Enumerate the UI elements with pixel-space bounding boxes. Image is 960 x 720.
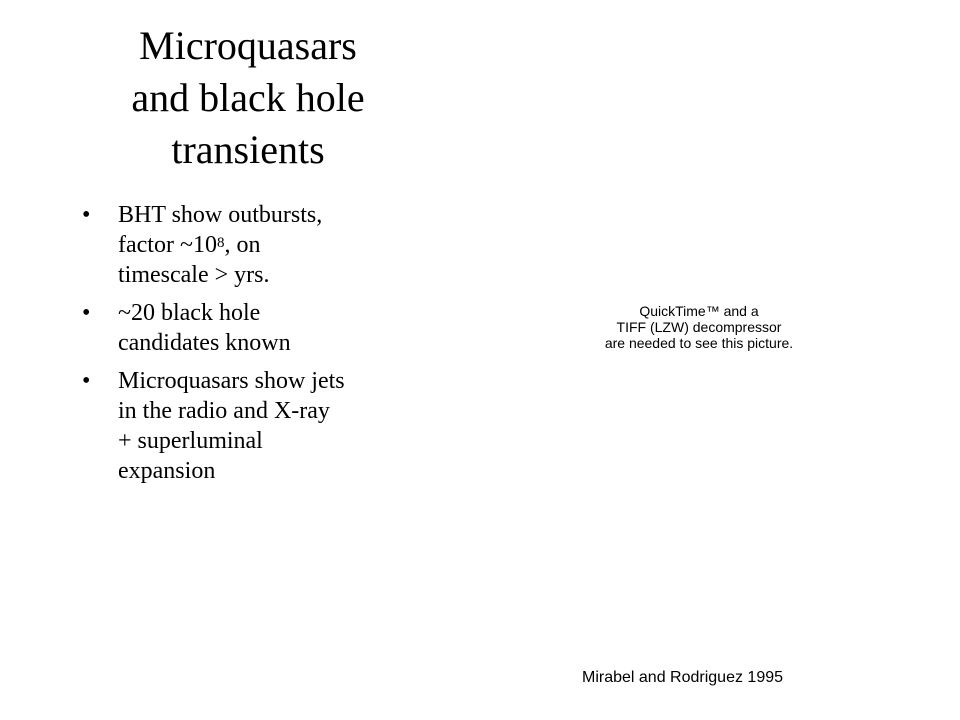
title-line-2: and black hole [131, 75, 365, 120]
bullet-line-with-exponent [118, 230, 412, 260]
bullet-icon: • [82, 368, 91, 394]
bullet-line: ~20 black hole [118, 300, 261, 326]
bullet-item-outbursts [82, 200, 412, 290]
bullet-item-microquasars [82, 366, 412, 486]
bullet-icon: • [82, 300, 91, 326]
title-line-3: transients [171, 127, 325, 172]
image-placeholder [586, 303, 812, 351]
title-line-1: Microquasars [139, 23, 357, 68]
bullet-line: candidates known [118, 330, 291, 356]
placeholder-line: TIFF (LZW) decompressor [616, 319, 782, 335]
bullet-text: factor ~10 [118, 232, 217, 258]
bullet-list [82, 200, 412, 494]
image-credit: Mirabel and Rodriguez 1995 [582, 669, 784, 686]
bullet-text: , on [224, 232, 261, 258]
slide-title [60, 20, 436, 176]
bullet-line: in the radio and X-ray [118, 398, 330, 424]
exponent: 8 [216, 235, 225, 251]
bullet-line: BHT show outbursts, [118, 202, 323, 228]
placeholder-line: QuickTime™ and a [639, 303, 759, 319]
bullet-line: + superluminal [118, 428, 263, 454]
bullet-item-candidates [82, 298, 412, 358]
bullet-line: Microquasars show jets [118, 368, 345, 394]
bullet-line: expansion [118, 458, 216, 484]
bullet-line: timescale > yrs. [118, 262, 270, 288]
placeholder-line: are needed to see this picture. [604, 335, 794, 351]
bullet-icon: • [82, 202, 91, 228]
